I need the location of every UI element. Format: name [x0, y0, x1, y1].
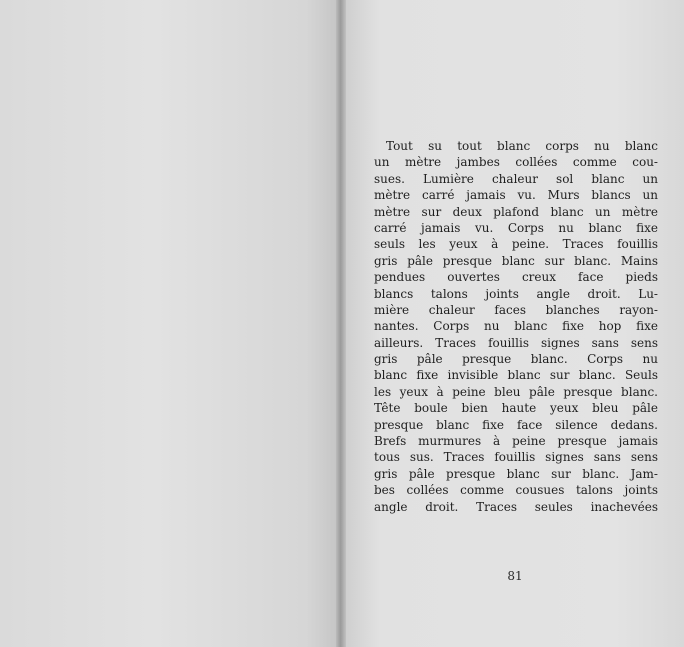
text-line: pendues ouvertes creux face pieds — [374, 270, 658, 285]
text-line: un mètre jambes collées comme cou- — [374, 155, 658, 170]
left-page-blank — [0, 0, 340, 647]
text-line: les yeux à peine bleu pâle presque blanc. — [374, 384, 658, 399]
book-gutter — [336, 0, 346, 647]
text-line: carré jamais vu. Corps nu blanc fixe — [374, 220, 658, 235]
text-line: sues. Lumière chaleur sol blanc un — [374, 171, 658, 186]
text-line: Brefs murmures à peine presque jamais — [374, 434, 658, 449]
text-line: blancs talons joints angle droit. Lu- — [374, 286, 658, 301]
text-line: gris pâle presque blanc. Corps nu — [374, 352, 658, 367]
text-line: nantes. Corps nu blanc fixe hop fixe — [374, 319, 658, 334]
text-line: blanc fixe invisible blanc sur blanc. Seuls — [374, 368, 658, 383]
body-text — [374, 138, 658, 515]
right-page — [346, 0, 684, 647]
text-line: Tout su tout blanc corps nu blanc — [386, 139, 658, 153]
text-line: bes collées comme cousues talons joints — [374, 483, 658, 498]
text-line: gris pâle presque blanc sur blanc. Mains — [374, 253, 658, 268]
text-line: seuls les yeux à peine. Traces fouillis — [374, 237, 658, 252]
text-line: mètre sur deux plafond blanc un mètre — [374, 204, 658, 219]
text-line: mètre carré jamais vu. Murs blancs un — [374, 188, 658, 203]
text-line: gris pâle presque blanc sur blanc. Jam- — [374, 466, 658, 481]
page-number: 81 — [507, 569, 523, 583]
text-line: tous sus. Traces fouillis signes sans sens — [374, 450, 658, 465]
text-line: angle droit. Traces seules inachevées — [374, 499, 658, 514]
text-line: mière chaleur faces blanches rayon- — [374, 302, 658, 317]
text-line: ailleurs. Traces fouillis signes sans sens — [374, 335, 658, 350]
text-line: Tête boule bien haute yeux bleu pâle — [374, 401, 658, 416]
text-line: presque blanc fixe face silence dedans. — [374, 417, 658, 432]
